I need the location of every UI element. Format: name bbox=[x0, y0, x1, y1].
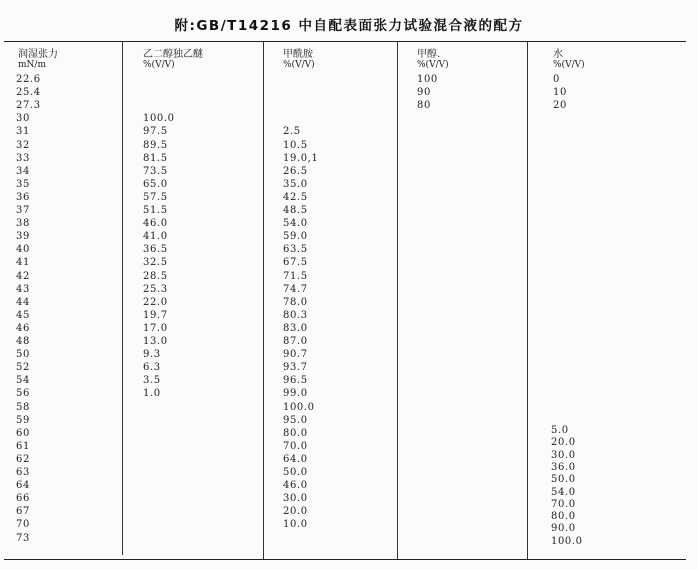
formamide-cell: 10.0 bbox=[283, 519, 308, 531]
formamide-cell: 100.0 bbox=[283, 401, 315, 413]
ether-cell: 19.7 bbox=[143, 309, 168, 321]
column-divider bbox=[122, 41, 123, 555]
water-cell: 54.0 bbox=[551, 486, 576, 498]
formamide-cell: 96.5 bbox=[283, 375, 308, 387]
ether-cell: 36.5 bbox=[143, 244, 168, 256]
formamide-cell: 80.0 bbox=[283, 427, 308, 439]
water-cell: 5.0 bbox=[551, 425, 569, 436]
formamide-cell: 95.0 bbox=[283, 414, 308, 426]
tension-cell: 27.3 bbox=[16, 100, 41, 112]
tension-cell: 64 bbox=[16, 480, 30, 492]
tension-cell: 34 bbox=[16, 165, 30, 177]
water-cell: 0 bbox=[553, 74, 560, 85]
water-cell: 30.0 bbox=[551, 449, 576, 461]
tension-cell: 48 bbox=[16, 336, 30, 347]
formamide-cell: 90.7 bbox=[283, 349, 308, 361]
tension-cell: 35 bbox=[16, 178, 30, 190]
formamide-cell: 20.0 bbox=[283, 506, 308, 518]
tension-cell: 63 bbox=[16, 467, 30, 478]
ether-cell: 13.0 bbox=[143, 336, 168, 347]
methanol-cell: 100 bbox=[417, 74, 438, 85]
formamide-cell: 59.0 bbox=[283, 231, 308, 243]
ether-cell: 89.5 bbox=[143, 139, 168, 151]
ether-cell: 1.0 bbox=[143, 388, 161, 400]
ether-cell: 3.5 bbox=[143, 375, 161, 387]
water-cell: 36.0 bbox=[551, 461, 576, 473]
tension-cell: 30 bbox=[16, 113, 30, 125]
tension-cell: 32 bbox=[16, 139, 30, 151]
formamide-cell: 93.7 bbox=[283, 362, 308, 374]
header-water: 水 bbox=[553, 49, 563, 60]
table-title: 附:GB/T14216 中自配表面张力试验混合液的配方 bbox=[174, 18, 524, 34]
formamide-cell: 71.5 bbox=[283, 270, 308, 282]
formamide-cell: 50.0 bbox=[283, 467, 308, 478]
tension-cell: 62 bbox=[16, 453, 30, 465]
methanol-cell: 80 bbox=[417, 100, 431, 112]
header-tension: 润湿张力 bbox=[18, 49, 58, 60]
table-bottom-rule bbox=[4, 559, 686, 560]
tension-cell: 33 bbox=[16, 152, 30, 164]
formamide-cell: 48.5 bbox=[283, 205, 308, 216]
methanol-cell: 90 bbox=[417, 87, 431, 99]
tension-cell: 25.4 bbox=[16, 87, 41, 99]
ether-cell: 51.5 bbox=[143, 205, 168, 216]
formamide-cell: 80.3 bbox=[283, 309, 308, 321]
water-cell: 20.0 bbox=[551, 437, 576, 449]
tension-cell: 44 bbox=[16, 296, 30, 308]
formamide-cell: 54.0 bbox=[283, 218, 308, 230]
table-top-rule bbox=[4, 41, 686, 42]
header-ether: 乙二醇独乙醚 bbox=[143, 49, 203, 60]
tension-cell: 67 bbox=[16, 506, 30, 518]
ether-cell: 100.0 bbox=[143, 113, 175, 125]
tension-cell: 54 bbox=[16, 375, 30, 387]
tension-cell: 43 bbox=[16, 283, 30, 295]
ether-cell: 41.0 bbox=[143, 231, 168, 243]
water-cell: 10 bbox=[553, 87, 567, 99]
header-tension-unit: mN/m bbox=[18, 60, 46, 70]
formamide-cell: 63.5 bbox=[283, 244, 308, 256]
water-cell: 80.0 bbox=[551, 511, 576, 523]
tension-cell: 38 bbox=[16, 218, 30, 230]
column-divider bbox=[263, 41, 264, 559]
ether-cell: 65.0 bbox=[143, 178, 168, 190]
tension-cell: 50 bbox=[16, 349, 30, 361]
tension-cell: 42 bbox=[16, 270, 30, 282]
tension-cell: 36 bbox=[16, 191, 30, 203]
tension-cell: 52 bbox=[16, 362, 30, 374]
column-divider bbox=[397, 41, 398, 559]
water-cell: 100.0 bbox=[551, 535, 583, 547]
formamide-cell: 19.0,1 bbox=[283, 152, 319, 164]
formamide-cell: 67.5 bbox=[283, 257, 308, 269]
tension-cell: 37 bbox=[16, 205, 30, 216]
header-formamide-unit: %(V/V) bbox=[283, 60, 315, 70]
tension-cell: 39 bbox=[16, 231, 30, 243]
formamide-cell: 42.5 bbox=[283, 191, 308, 203]
header-formamide: 甲酰胺 bbox=[283, 49, 313, 60]
formamide-cell: 26.5 bbox=[283, 165, 308, 177]
ether-cell: 32.5 bbox=[143, 257, 168, 269]
ether-cell: 46.0 bbox=[143, 218, 168, 230]
formamide-cell: 78.0 bbox=[283, 296, 308, 308]
tension-cell: 46 bbox=[16, 322, 30, 334]
formamide-cell: 10.5 bbox=[283, 139, 308, 151]
ether-cell: 6.3 bbox=[143, 362, 161, 374]
tension-cell: 31 bbox=[16, 126, 30, 138]
tension-cell: 73 bbox=[16, 532, 30, 544]
tension-cell: 66 bbox=[16, 493, 30, 505]
formamide-cell: 2.5 bbox=[283, 126, 301, 138]
formamide-cell: 64.0 bbox=[283, 453, 308, 465]
tension-cell: 59 bbox=[16, 414, 30, 426]
tension-cell: 58 bbox=[16, 401, 30, 413]
formamide-cell: 70.0 bbox=[283, 440, 308, 452]
water-cell: 20 bbox=[553, 100, 567, 112]
header-ether-unit: %(V/V) bbox=[143, 60, 175, 70]
water-cell: 50.0 bbox=[551, 474, 576, 486]
formamide-cell: 46.0 bbox=[283, 480, 308, 492]
tension-cell: 56 bbox=[16, 388, 30, 400]
ether-cell: 73.5 bbox=[143, 165, 168, 177]
ether-cell: 9.3 bbox=[143, 349, 161, 361]
formamide-cell: 99.0 bbox=[283, 388, 308, 400]
column-divider bbox=[527, 41, 528, 559]
ether-cell: 57.5 bbox=[143, 191, 168, 203]
tension-cell: 70 bbox=[16, 519, 30, 531]
ether-cell: 17.0 bbox=[143, 322, 168, 334]
water-cell: 70.0 bbox=[551, 498, 576, 510]
formamide-cell: 83.0 bbox=[283, 322, 308, 334]
tension-cell: 41 bbox=[16, 257, 30, 269]
ether-cell: 97.5 bbox=[143, 126, 168, 138]
formamide-cell: 74.7 bbox=[283, 283, 308, 295]
ether-cell: 22.0 bbox=[143, 296, 168, 308]
formamide-cell: 30.0 bbox=[283, 493, 308, 505]
header-water-unit: %(V/V) bbox=[553, 60, 585, 70]
ether-cell: 28.5 bbox=[143, 270, 168, 282]
tension-cell: 22.6 bbox=[16, 74, 41, 85]
tension-cell: 60 bbox=[16, 427, 30, 439]
header-methanol: 甲醇. bbox=[417, 49, 441, 60]
header-methanol-unit: %(V/V) bbox=[417, 60, 449, 70]
tension-cell: 61 bbox=[16, 440, 30, 452]
ether-cell: 25.3 bbox=[143, 283, 168, 295]
tension-cell: 40 bbox=[16, 244, 30, 256]
water-cell: 90.0 bbox=[551, 523, 576, 535]
formamide-cell: 35.0 bbox=[283, 178, 308, 190]
formamide-cell: 87.0 bbox=[283, 336, 308, 347]
tension-cell: 45 bbox=[16, 309, 30, 321]
ether-cell: 81.5 bbox=[143, 152, 168, 164]
